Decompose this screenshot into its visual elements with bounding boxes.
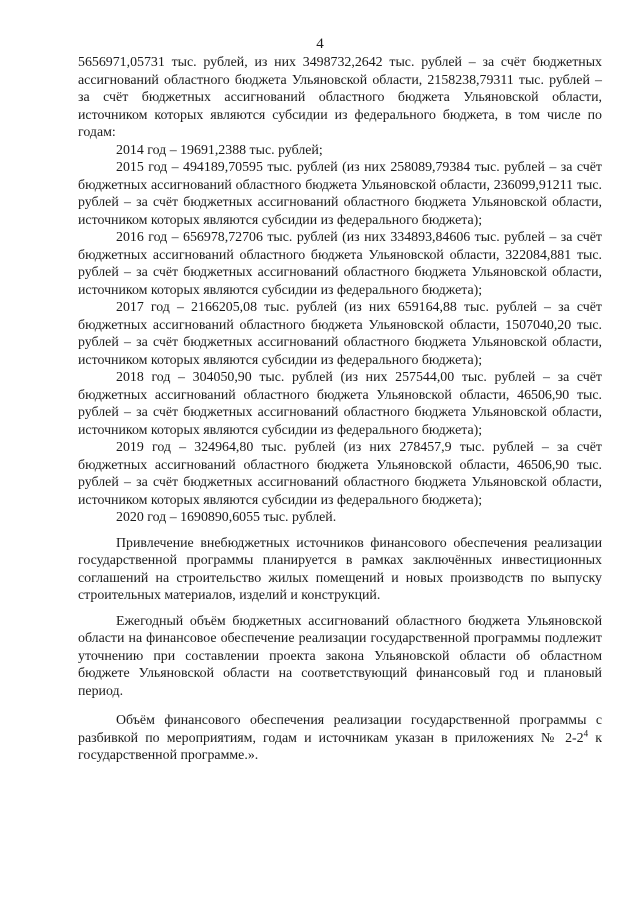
page-number: 4 bbox=[316, 36, 324, 52]
paragraph-final bbox=[78, 712, 602, 765]
paragraph-year-2018: 2018 год – 304050,90 тыс. рублей (из них 257544,00 тыс. рублей – за счёт бюджетных ассигнований областного бюджета Ульяновской области, 46506,90 тыс. рублей – за счёт бюджетных ассигнований областного бюджета Ульяновской области, источником которых являются субсидии из федерального бюджета); bbox=[78, 370, 602, 438]
document-body bbox=[78, 54, 602, 765]
final-text-start: Объём финансового обеспечения реализации государственной программы с разбивкой по мероприятиям, годам и источникам указан в приложениях № 2-2 bbox=[78, 713, 602, 746]
final-text-end: к государственной программе.». bbox=[78, 730, 602, 763]
paragraph-year-2014: 2014 год – 19691,2388 тыс. рублей; bbox=[116, 142, 323, 158]
paragraph-year-2017: 2017 год – 2166205,08 тыс. рублей (из них 659164,88 тыс. рублей – за счёт бюджетных ассигнований областного бюджета Ульяновской области, 1507040,20 тыс. рублей – за счёт бюджетных ассигнований областного бюджета Ульяновской области, источником которых являются субсидии из федерального бюджета); bbox=[78, 300, 602, 368]
paragraph-annual-volume: Ежегодный объём бюджетных ассигнований областного бюджета Ульяновской области на финансовое обеспечение реализации государственной программы подлежит уточнению при составлении проекта закона Ульяновской области об областном бюджете Ульяновской области на соответствующий финансовый год и плановый период. bbox=[78, 613, 602, 699]
paragraph-year-2020: 2020 год – 1690890,6055 тыс. рублей. bbox=[116, 510, 337, 525]
final-superscript: 4 bbox=[583, 727, 589, 738]
paragraph-extra-budget: Привлечение внебюджетных источников финансового обеспечения реализации государственной программы планируется в рамках заключённых инвестиционных соглашений на строительство жилых помещений и новых производств по выпуску строительных материалов, изделий и конструкций. bbox=[78, 535, 602, 603]
paragraph-year-2019: 2019 год – 324964,80 тыс. рублей (из них 278457,9 тыс. рублей – за счёт бюджетных ассигнований областного бюджета Ульяновской области, 46506,90 тыс. рублей – за счёт бюджетных ассигнований областного бюджета Ульяновской области, источником которых являются субсидии из федерального бюджета); bbox=[78, 440, 602, 508]
paragraph-year-2015: 2015 год – 494189,70595 тыс. рублей (из них 258089,79384 тыс. рублей – за счёт бюджетных ассигнований областного бюджета Ульяновской области, 236099,91211 тыс. рублей – за счёт бюджетных ассигнований областного бюджета Ульяновской области, источником которых являются субсидии из федерального бюджета); bbox=[78, 160, 602, 228]
paragraph-year-2016: 2016 год – 656978,72706 тыс. рублей (из них 334893,84606 тыс. рублей – за счёт бюджетных ассигнований областного бюджета Ульяновской области, 322084,881 тыс. рублей – за счёт бюджетных ассигнований областного бюджета Ульяновской области, источником которых являются субсидии из федерального бюджета); bbox=[78, 230, 602, 298]
paragraph-total-funding: 5656971,05731 тыс. рублей, из них 3498732,2642 тыс. рублей – за счёт бюджетных ассигнований областного бюджета Ульяновской области, 2158238,79311 тыс. рублей – за счёт бюджетных ассигнований областного бюджета Ульяновской области, источником которых являются субсидии из федерального бюджета, в том числе по годам: bbox=[78, 55, 602, 140]
